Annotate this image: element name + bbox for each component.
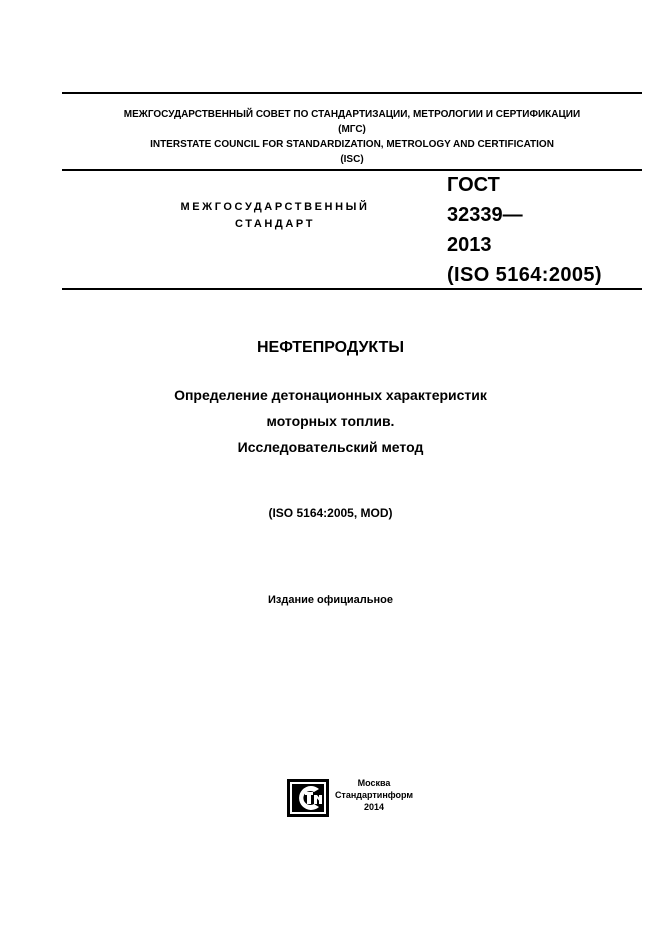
top-rule bbox=[62, 92, 642, 94]
publisher-name: Стандартинформ bbox=[334, 790, 414, 800]
council-header bbox=[62, 107, 642, 167]
designation-divider bbox=[62, 288, 642, 290]
gost-iso-reference: (ISO 5164:2005) bbox=[447, 264, 602, 286]
document-subtitle bbox=[30, 382, 631, 460]
publisher-year: 2014 bbox=[363, 802, 385, 812]
publisher-city: Москва bbox=[357, 778, 391, 788]
standard-type-line2: СТАНДАРТ bbox=[234, 218, 316, 230]
subtitle-line2: моторных топлив. bbox=[266, 413, 395, 429]
edition-note: Издание официальное bbox=[267, 594, 394, 606]
subtitle-line3: Исследовательский метод bbox=[237, 439, 424, 455]
council-name-ru: МЕЖГОСУДАРСТВЕННЫЙ СОВЕТ ПО СТАНДАРТИЗАЦИИ, МЕТРОЛОГИИ И СЕРТИФИКАЦИИ bbox=[123, 109, 581, 120]
council-name-en: INTERSTATE COUNCIL FOR STANDARDIZATION, METROLOGY AND CERTIFICATION bbox=[150, 139, 554, 150]
gost-label: ГОСТ bbox=[447, 174, 500, 196]
council-abbr-en: (ISC) bbox=[340, 154, 364, 165]
iso-modification: (ISO 5164:2005, MOD) bbox=[268, 506, 393, 520]
subtitle-line1: Определение детонационных характеристик bbox=[174, 387, 487, 403]
document-title: НЕФТЕПРОДУКТЫ bbox=[256, 339, 405, 356]
publisher-block bbox=[330, 777, 418, 813]
gost-year: 2013 bbox=[447, 234, 492, 256]
standartinform-logo-icon bbox=[286, 778, 330, 818]
gost-number: 32339— bbox=[447, 204, 523, 226]
standard-type bbox=[150, 199, 400, 233]
gost-designation bbox=[447, 170, 602, 290]
council-abbr-ru: (МГС) bbox=[338, 124, 366, 135]
standard-type-line1: МЕЖГОСУДАРСТВЕННЫЙ bbox=[180, 201, 370, 213]
